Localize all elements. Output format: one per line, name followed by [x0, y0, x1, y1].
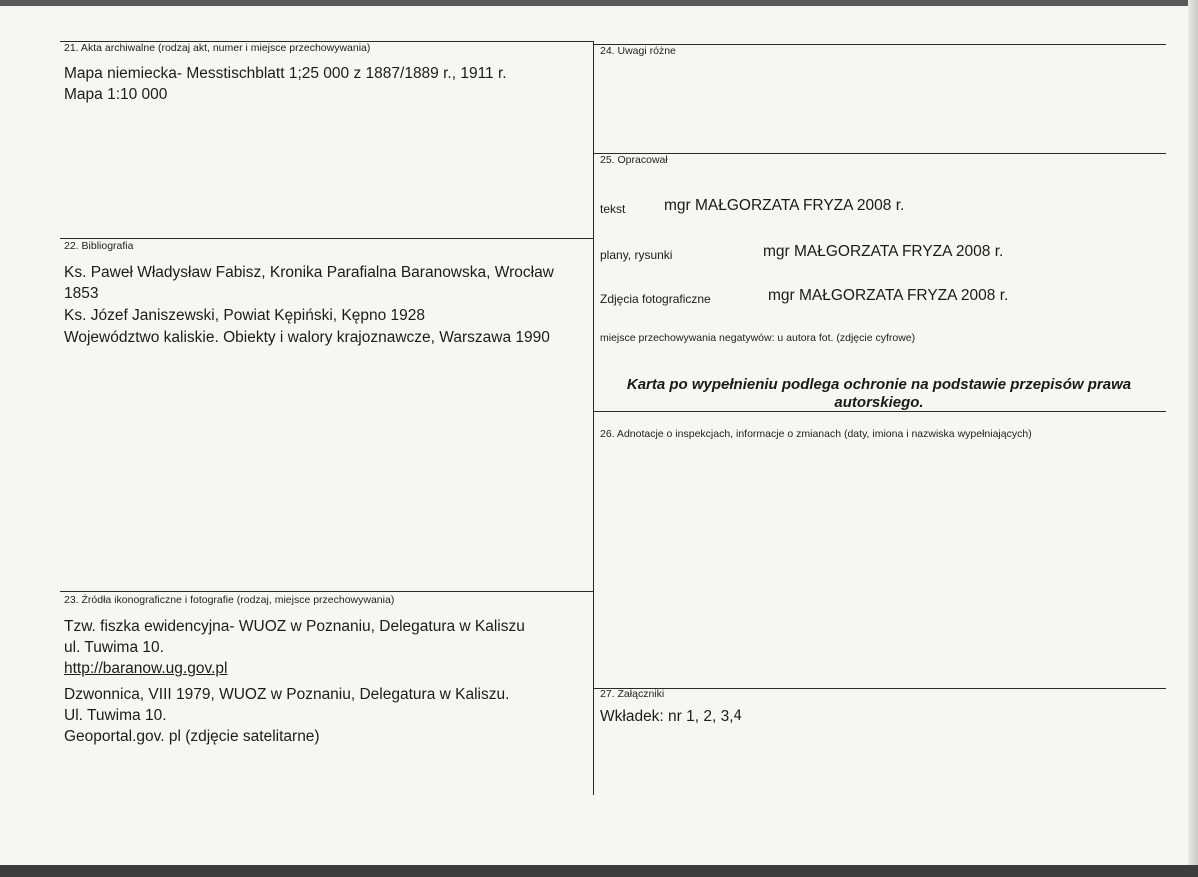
author-plans-row — [600, 243, 1004, 264]
copyright-notice-line-1: Karta po wypełnieniu podlega ochronie na podstawie przepisów prawa — [626, 376, 1132, 393]
section-24-label: 24. Uwagi różne — [600, 45, 676, 57]
attachments-handwritten: 4 — [733, 708, 742, 724]
section-23-line-2: ul. Tuwima 10. — [64, 639, 164, 656]
column-divider — [593, 41, 594, 795]
divider-24-top — [594, 44, 1166, 45]
scan-top-edge — [0, 0, 1198, 6]
author-text-row — [600, 197, 905, 218]
author-photos-label: Zdjęcia fotograficzne — [600, 292, 711, 306]
copyright-notice-line-2: autorskiego. — [834, 394, 924, 411]
author-photos-value: mgr MAŁGORZATA FRYZA 2008 r. — [768, 287, 1009, 304]
divider-23-top — [60, 591, 593, 592]
section-25-label: 25. Opracował — [600, 154, 668, 166]
section-22-line-2: 1853 — [64, 285, 99, 302]
section-26-label: 26. Adnotacje o inspekcjach, informacje o zmianach (daty, imiona i nazwiska wypełniających) — [600, 428, 1032, 440]
divider-25-top — [594, 153, 1166, 154]
scan-bottom-edge — [0, 865, 1198, 877]
section-22-line-3: Ks. Józef Janiszewski, Powiat Kępiński, Kępno 1928 — [64, 307, 425, 324]
attachments-value — [600, 706, 742, 727]
divider-22-top — [60, 238, 593, 239]
divider-27-top — [594, 688, 1166, 689]
section-21-line-2: Mapa 1:10 000 — [64, 86, 168, 103]
section-23-line-4: Dzwonnica, VIII 1979, WUOZ w Poznaniu, Delegatura w Kaliszu. — [64, 686, 510, 703]
author-photos-row — [600, 287, 1009, 308]
negatives-storage: miejsce przechowywania negatywów: u autora fot. (zdjęcie cyfrowe) — [600, 332, 916, 344]
copyright-notice — [600, 376, 1158, 412]
section-23-line-1: Tzw. fiszka ewidencyjna- WUOZ w Poznaniu, Delegatura w Kaliszu — [64, 618, 525, 635]
scan-right-edge — [1188, 0, 1198, 877]
author-text-label: tekst — [600, 202, 626, 216]
section-23-link[interactable]: http://baranow.ug.gov.pl — [64, 660, 228, 677]
author-text-value: mgr MAŁGORZATA FRYZA 2008 r. — [664, 197, 905, 214]
section-22-label: 22. Bibliografia — [64, 240, 134, 252]
section-22-line-4: Województwo kaliskie. Obiekty i walory krajoznawcze, Warszawa 1990 — [64, 329, 550, 346]
section-21-label: 21. Akta archiwalne (rodzaj akt, numer i miejsce przechowywania) — [64, 42, 371, 54]
section-23-line-5: Ul. Tuwima 10. — [64, 707, 167, 724]
section-23-line-6: Geoportal.gov. pl (zdjęcie satelitarne) — [64, 728, 320, 745]
section-27-label: 27. Załączniki — [600, 688, 665, 700]
section-23-label: 23. Źródła ikonograficzne i fotografie (rodzaj, miejsce przechowywania) — [64, 594, 395, 606]
author-plans-label: plany, rysunki — [600, 248, 673, 262]
attachments-typed: Wkładek: nr 1, 2, 3, — [600, 708, 734, 725]
author-plans-value: mgr MAŁGORZATA FRYZA 2008 r. — [763, 243, 1004, 260]
section-21-line-1: Mapa niemiecka- Messtischblatt 1;25 000 z 1887/1889 r., 1911 r. — [64, 65, 507, 82]
section-22-line-1: Ks. Paweł Władysław Fabisz, Kronika Parafialna Baranowska, Wrocław — [64, 264, 554, 281]
